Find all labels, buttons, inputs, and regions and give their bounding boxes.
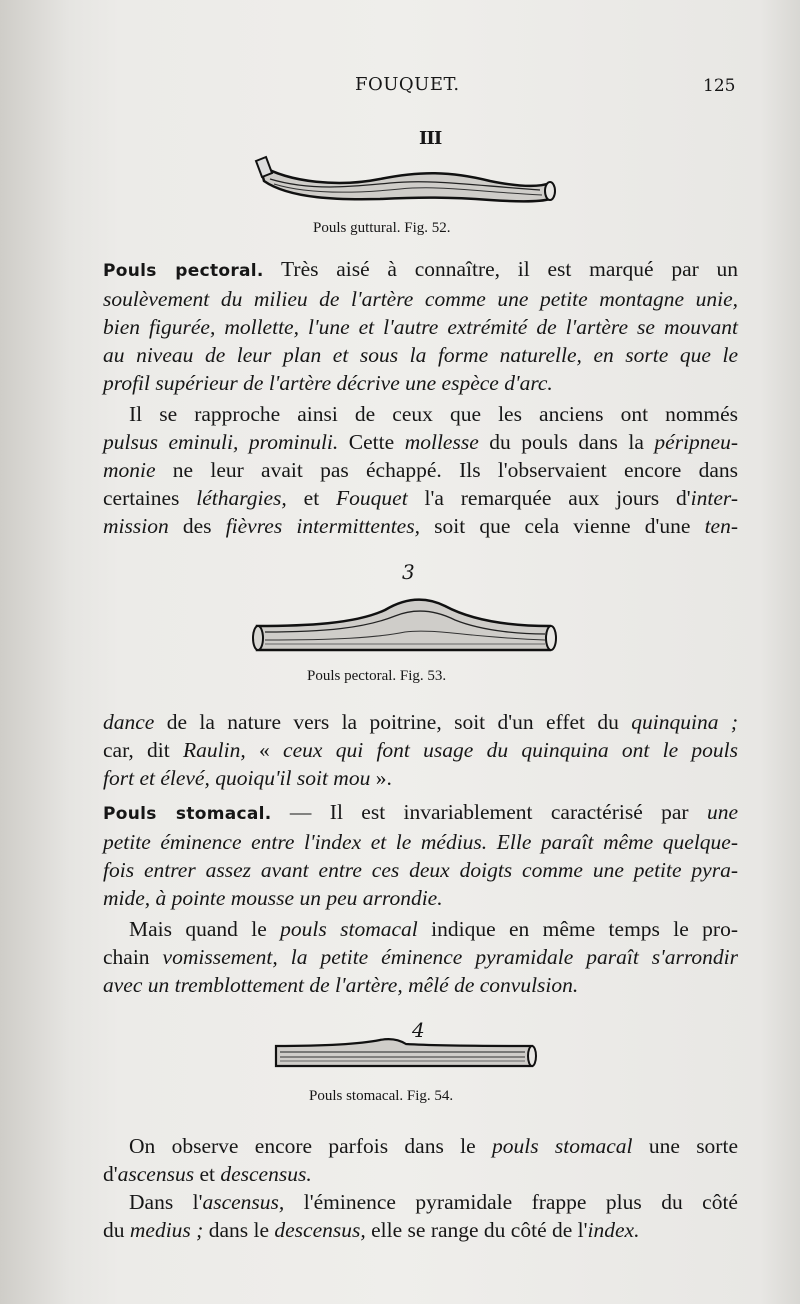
text-line: Il se rapproche ainsi de ceux que les anciens ont nommés <box>129 402 738 426</box>
text-line: petite éminence entre l'index et le médius. Elle paraît même quelque- <box>103 830 738 854</box>
text-line: fort et élevé, quoiqu'il soit mou ». <box>103 766 392 790</box>
text-line: soulèvement du milieu de l'artère comme une petite montagne unie, <box>103 287 738 311</box>
text-line: Mais quand le pouls stomacal indique en même temps le pro- <box>129 917 738 941</box>
paragraph-anciens <box>103 400 738 540</box>
text-line: On observe encore parfois dans le pouls stomacal une sorte <box>129 1134 738 1158</box>
text-line: Dans l'ascensus, l'éminence pyramidale frappe plus du côté <box>129 1190 738 1214</box>
text-line: d'ascensus et descensus. <box>103 1162 312 1186</box>
page-number: 125 <box>703 76 736 96</box>
page-header <box>0 74 800 98</box>
text-line: certaines léthargies, et Fouquet l'a remarquée aux jours d'inter- <box>103 486 738 510</box>
section-heading: Pouls stomacal. <box>103 804 272 824</box>
text-line: monie ne leur avait pas échappé. Ils l'observaient encore dans <box>103 458 738 482</box>
text-line: bien figurée, mollette, l'une et l'autre extrémité de l'artère se mouvant <box>103 315 738 339</box>
figure-label: 4 <box>412 1018 425 1042</box>
text-line: profil supérieur de l'artère décrive une espèce d'arc. <box>103 371 553 395</box>
paragraph-pouls-pectoral <box>103 255 738 397</box>
section-heading: Pouls pectoral. <box>103 261 264 281</box>
figure-label: III <box>419 128 442 149</box>
text-line: mission des fièvres intermittentes, soit que cela vienne d'une ten- <box>103 514 738 538</box>
figure-caption: Pouls guttural. Fig. 52. <box>313 220 451 236</box>
artery-illustration <box>270 1034 540 1074</box>
artery-illustration <box>250 155 570 215</box>
text-line: chain vomissement, la petite éminence pyramidale paraît s'arrondir <box>103 945 739 969</box>
figure-caption: Pouls pectoral. Fig. 53. <box>307 668 447 684</box>
text-line: fois entrer assez avant entre ces deux doigts comme une petite pyra- <box>103 858 738 882</box>
figure-caption: Pouls stomacal. Fig. 54. <box>309 1088 454 1104</box>
text-line: avec un tremblottement de l'artère, mêlé de convulsion. <box>103 973 579 997</box>
text-line: pulsus eminuli, prominuli. Cette mollesse du pouls dans la péripneu- <box>103 430 738 454</box>
paragraph-pouls-stomacal <box>103 798 738 912</box>
figure-label: 3 <box>402 560 415 584</box>
text-line: car, dit Raulin, « ceux qui font usage du quinquina ont le pouls <box>103 738 738 762</box>
artery-illustration <box>245 588 565 658</box>
paragraph-ascensus-detail <box>103 1188 738 1244</box>
text-line: Pouls stomacal. — Il est invariablement caractérisé par une <box>103 800 738 824</box>
paragraph-anciens-continued <box>103 708 738 792</box>
running-title: FOUQUET. <box>355 74 460 95</box>
paragraph-vomissement <box>103 915 738 999</box>
text-line: Pouls pectoral. Très aisé à connaître, il est marqué par un <box>103 257 739 281</box>
text-line: mide, à pointe mousse un peu arrondie. <box>103 886 443 910</box>
text-line: au niveau de leur plan et sous la forme naturelle, en sorte que le <box>103 343 738 367</box>
text-line: du medius ; dans le descensus, elle se range du côté de l'index. <box>103 1218 640 1242</box>
paragraph-ascensus-descensus <box>103 1132 738 1188</box>
text-line: dance de la nature vers la poitrine, soit d'un effet du quinquina ; <box>103 710 738 734</box>
